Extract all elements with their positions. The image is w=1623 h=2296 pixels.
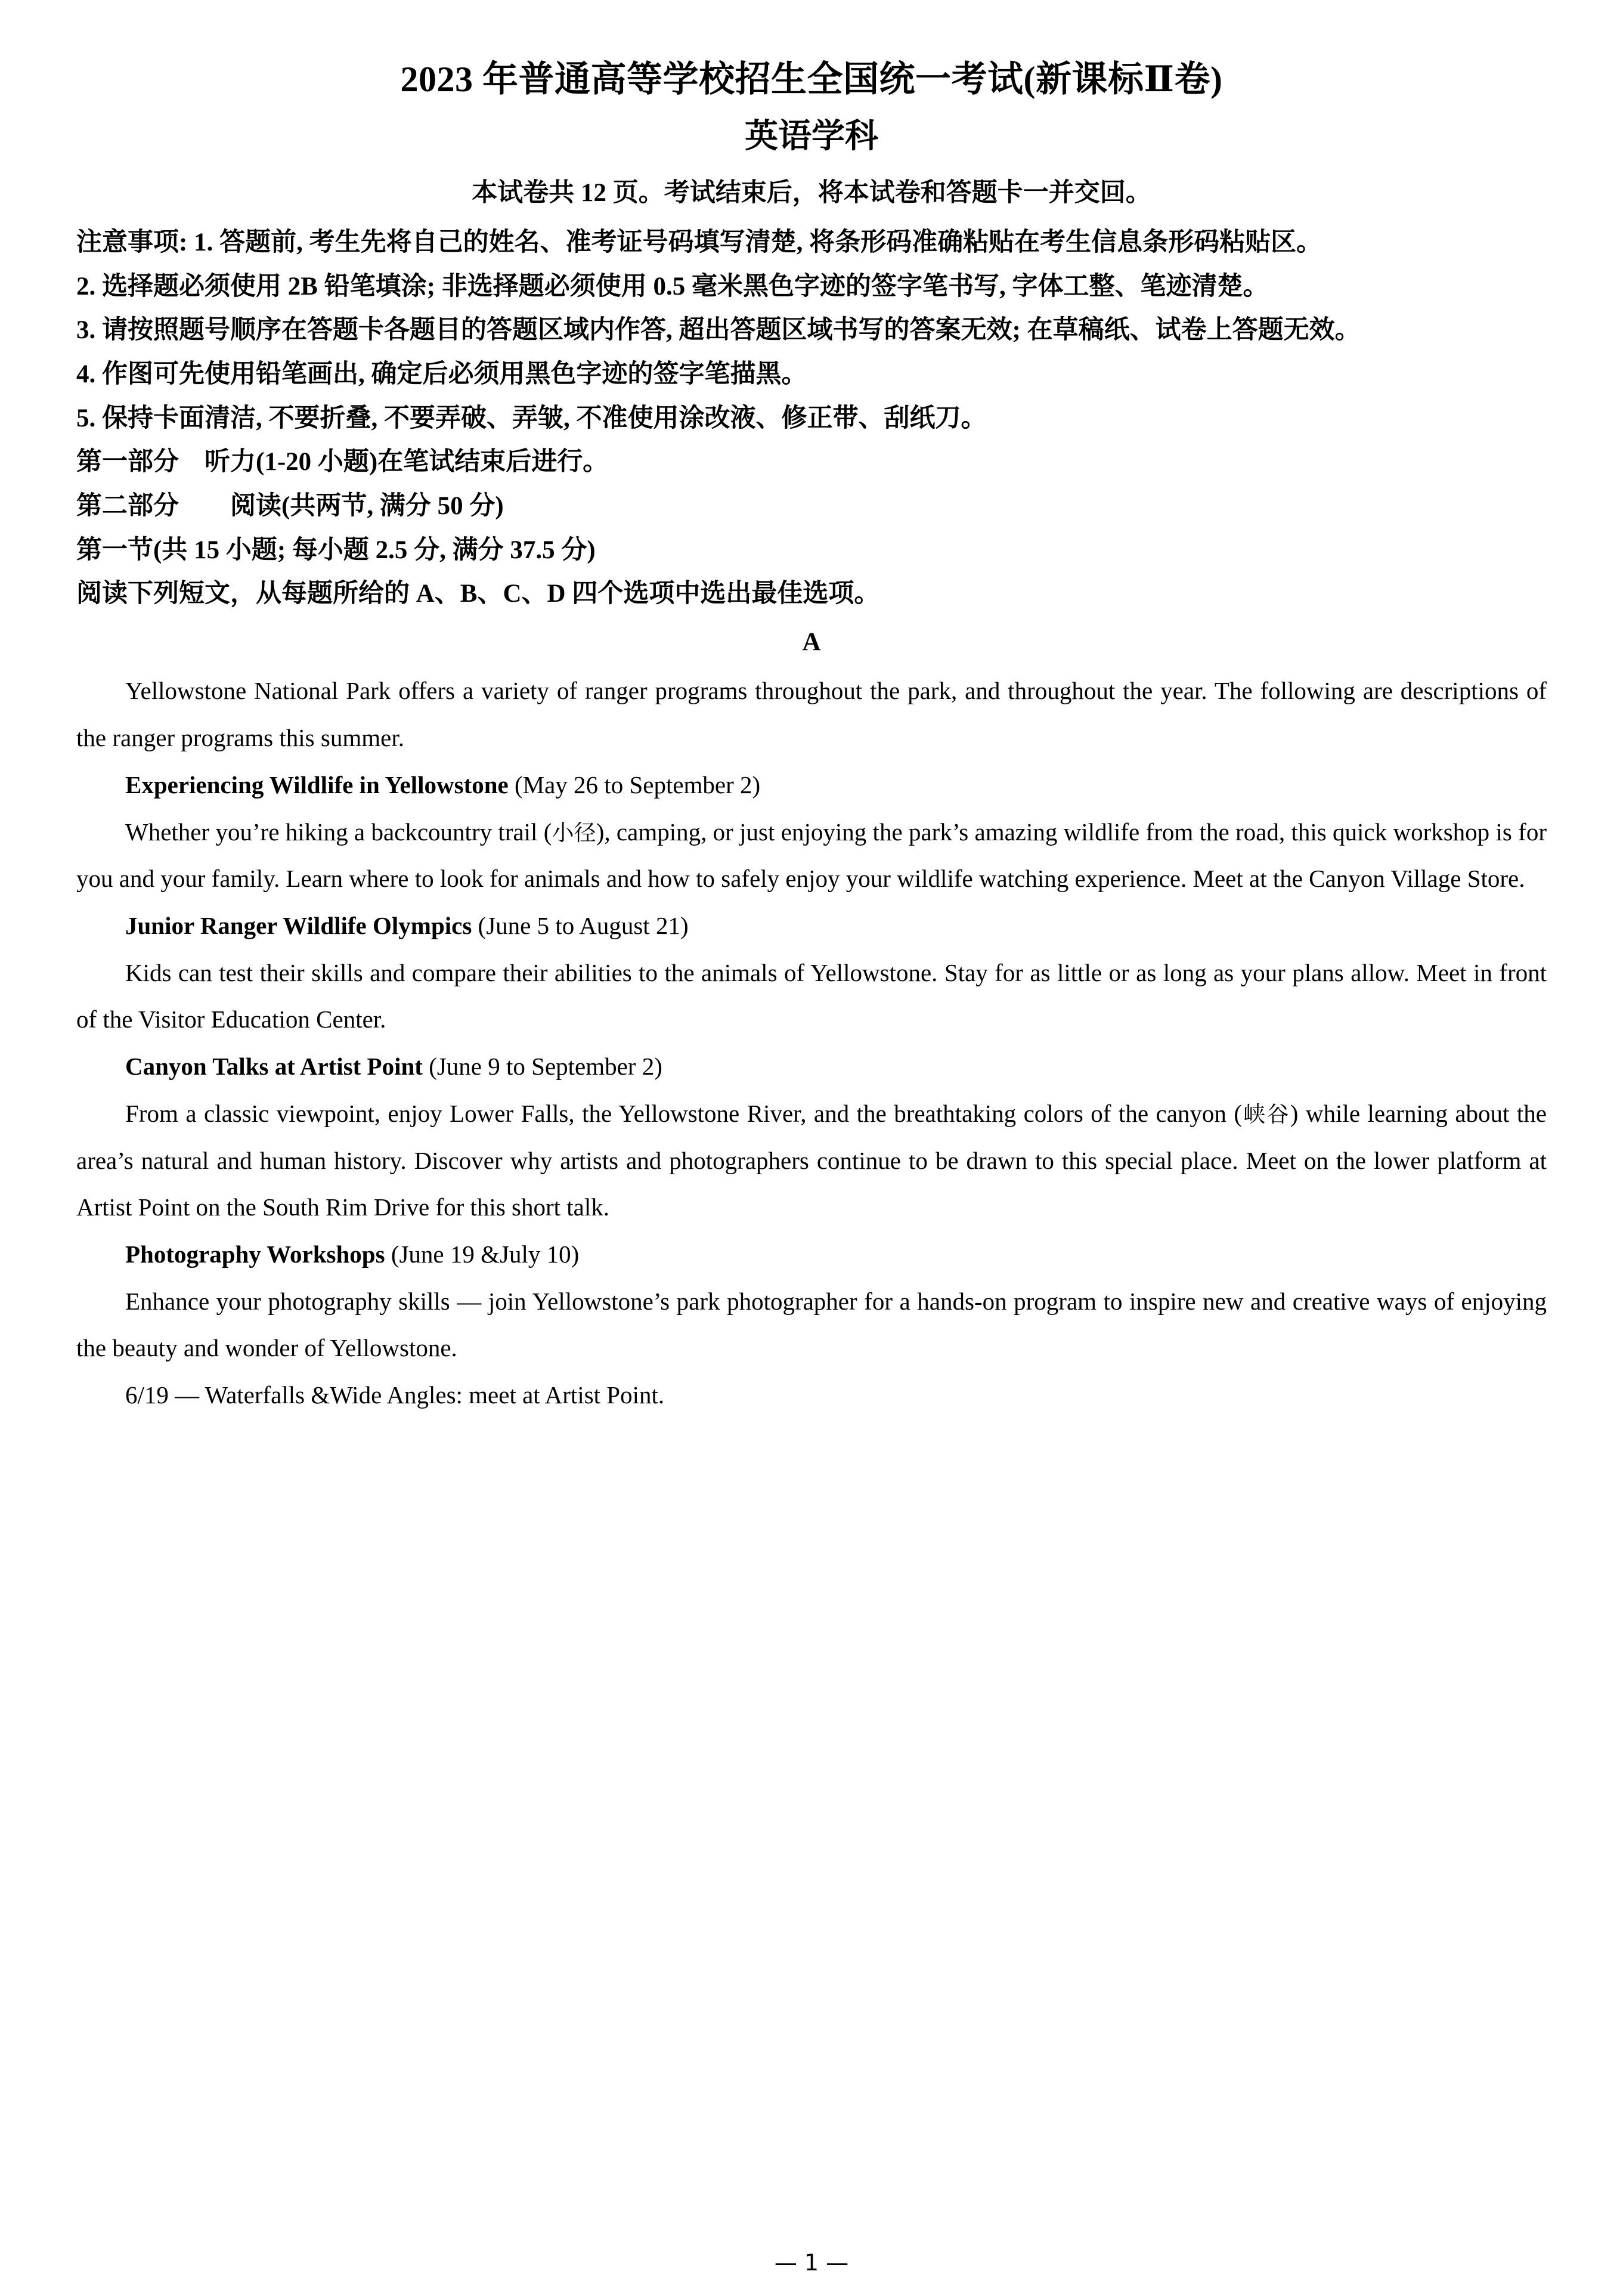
notice-list [76, 222, 1547, 439]
program-dates-2: (June 5 to August 21) [478, 911, 689, 939]
program-name-1: Experiencing Wildlife in Yellowstone [125, 771, 509, 799]
program-heading-3 [76, 1043, 1547, 1090]
program-name-2: Junior Ranger Wildlife Olympics [125, 911, 472, 939]
program-heading-4 [76, 1231, 1547, 1278]
sheet-note: 本试卷共 12 页。考试结束后，将本试卷和答题卡一并交回。 [472, 178, 1151, 207]
program-body-2: Kids can test their skills and compare their abilities to the animals of Yellowstone. Stay for as little or as long as your plans allow. Meet in front of the Visitor Education Center. [76, 958, 1547, 1033]
program-body-1 [76, 809, 1547, 902]
notice-item-4: 4. 作图可先使用铅笔画出, 确定后必须用黑色字迹的签字笔描黑。 [76, 360, 807, 388]
program-dates-3: (June 9 to September 2) [429, 1053, 662, 1081]
gloss-xiagu: 峡谷 [1242, 1101, 1290, 1127]
page-footer: — 1 — [774, 2249, 849, 2276]
program-body-3 [76, 1090, 1547, 1231]
passage-label-a: A [802, 627, 821, 656]
exam-subject: 英语学科 [745, 118, 878, 155]
exam-title: 2023 年普通高等学校招生全国统一考试(新课标Ⅱ卷) [400, 60, 1223, 99]
notice-item-2: 2. 选择题必须使用 2B 铅笔填涂; 非选择题必须使用 0.5 毫米黑色字迹的签字笔书写, 字体工整、笔迹清楚。 [76, 272, 1269, 301]
program-dates-1: (May 26 to September 2) [515, 771, 761, 799]
section-one-heading: 第一节(共 15 小题; 每小题 2.5 分, 满分 37.5 分) [76, 536, 596, 564]
program-body-1-pre: Whether you’re hiking a backcountry trail ( [125, 818, 552, 846]
notice-item-5: 5. 保持卡面清洁, 不要折叠, 不要弄破、弄皱, 不准使用涂改液、修正带、刮纸刀。 [76, 404, 987, 432]
reading-instruction: 阅读下列短文，从每题所给的 A、B、C、D 四个选项中选出最佳选项。 [76, 580, 880, 608]
program-name-4: Photography Workshops [125, 1240, 385, 1268]
program-dates-4: (June 19 &July 10) [391, 1240, 580, 1268]
program-name-3: Canyon Talks at Artist Point [125, 1053, 423, 1081]
part-one-heading: 第一部分 听力(1-20 小题)在笔试结束后进行。 [76, 448, 609, 476]
program-schedule-line-1: 6/19 — Waterfalls &Wide Angles: meet at Artist Point. [125, 1381, 665, 1409]
program-body-4: Enhance your photography skills — join Yellowstone’s park photographer for a hands-on program to inspire new and creative ways of enjoying the beauty and wonder of Yellowstone. [76, 1287, 1547, 1362]
program-heading-1 [76, 762, 1547, 809]
program-body-1-post: ), camping, or just enjoying the park’s amazing wildlife from the road, this quick workshop is for you and your family. Learn where to look for animals and how to safely enjoy your wildlife watching experience. Meet at the Canyon Village Store. [76, 818, 1547, 893]
notice-item-3: 3. 请按照题号顺序在答题卡各题目的答题区域内作答, 超出答题区域书写的答案无效; 在草稿纸、试卷上答题无效。 [76, 316, 1361, 345]
passage-intro: Yellowstone National Park offers a variety of ranger programs throughout the park, and throughout the year. The following are descriptions of the ranger programs this summer. [76, 677, 1547, 752]
program-body-3-pre: From a classic viewpoint, enjoy Lower Falls, the Yellowstone River, and the breathtaking colors of the canyon ( [125, 1099, 1243, 1127]
program-body-3-post: ) while learning about the area’s natural and human history. Discover why artists and photographers continue to be drawn to this special place. Meet on the lower platform at Artist Point on the South Rim Drive for this short talk. [76, 1099, 1547, 1221]
notice-item-1: 注意事项: 1. 答题前, 考生先将自己的姓名、准考证号码填写清楚, 将条形码准确粘贴在考生信息条形码粘贴区。 [76, 228, 1322, 256]
program-heading-2 [76, 902, 1547, 949]
gloss-xiaojing: 小径 [552, 819, 596, 846]
part-two-heading: 第二部分 阅读(共两节, 满分 50 分) [76, 491, 504, 520]
